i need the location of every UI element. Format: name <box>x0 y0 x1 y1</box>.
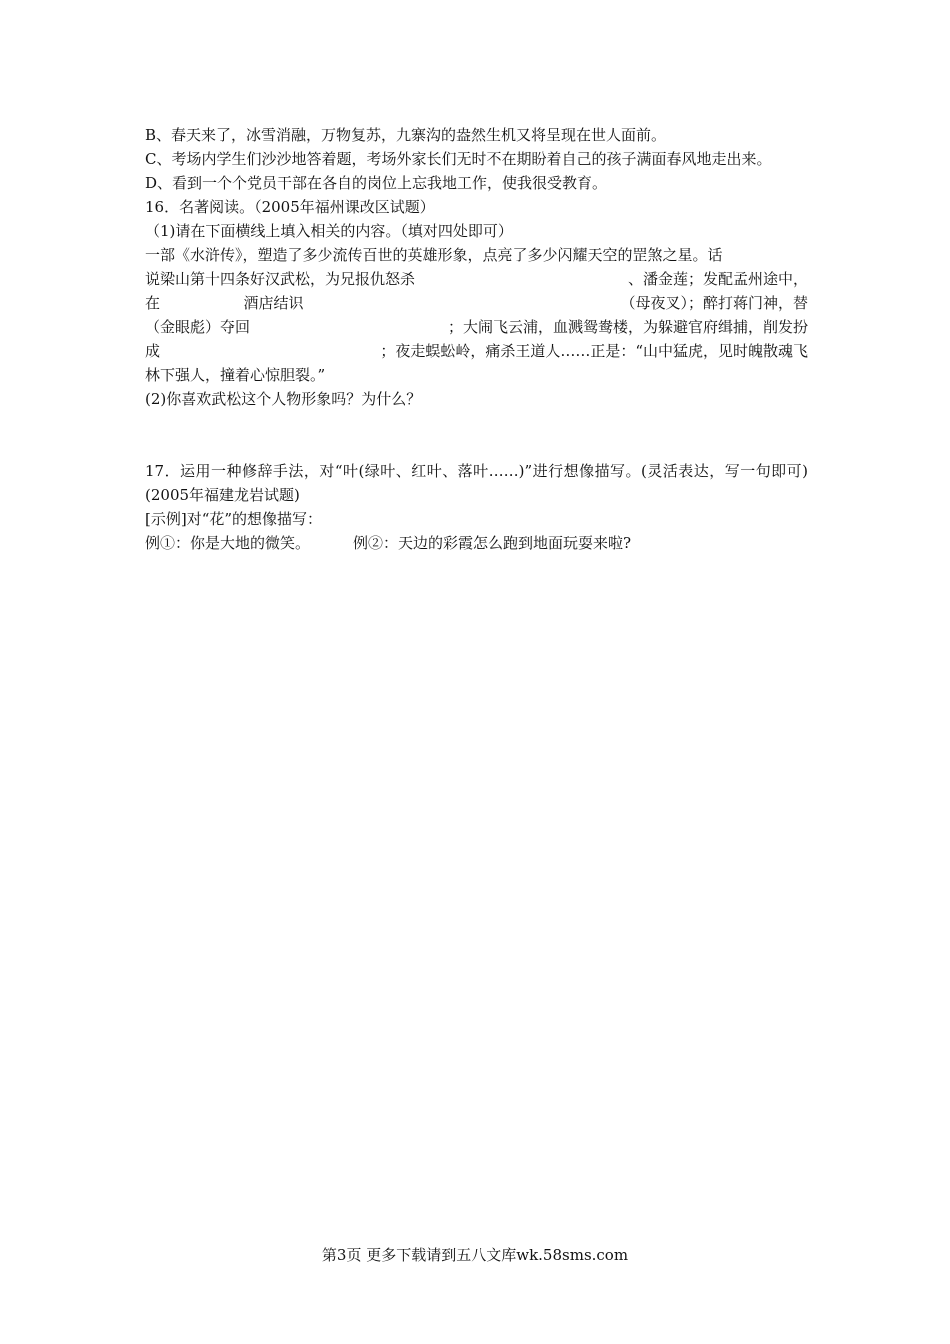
passage-text: ；大闹飞云浦，血溅鸳鸯楼，为躲避官府缉捕，削发扮 <box>447 318 808 336</box>
answer-blank <box>387 291 537 315</box>
document-body <box>145 123 808 555</box>
answer-space <box>145 411 808 459</box>
answer-blank <box>211 339 329 363</box>
question-16-passage <box>145 243 808 387</box>
answer-blank <box>290 315 408 339</box>
passage-text: 成 <box>145 342 161 360</box>
question-16-subquestion-2: (2)你喜欢武松这个人物形象吗？为什么？ <box>145 390 422 408</box>
passage-text: （母夜叉）；醉打蒋门神，替 <box>620 294 808 312</box>
option-d: D、看到一个个党员干部在各自的岗位上忘我地工作，使我很受教育。 <box>145 174 608 192</box>
answer-blank <box>444 267 599 291</box>
example-1: 例①：你是大地的微笑。 <box>145 534 311 552</box>
question-17-examples <box>145 531 808 555</box>
passage-text: 酒店结识 <box>243 294 304 312</box>
passage-line-6: 林下强人，撞着心惊胆裂。” <box>145 366 326 384</box>
passage-text: 在 <box>145 294 161 312</box>
passage-line-2 <box>145 267 808 291</box>
passage-text: 、潘金莲；发配孟州途中， <box>627 270 808 288</box>
example-2: 例②：天边的彩霞怎么跑到地面玩耍来啦? <box>353 534 632 552</box>
option-c: C、考场内学生们沙沙地答着题，考场外家长们无时不在期盼着自己的孩子满面春风地走出来。 <box>145 150 772 168</box>
passage-text: （金眼彪）夺回 <box>145 318 251 336</box>
question-16-title: 16．名著阅读。（2005年福州课改区试题） <box>145 198 435 216</box>
question-17-example-label: [示例]对“花”的想像描写： <box>145 510 323 528</box>
question-17-text: 17．运用一种修辞手法，对“叶(绿叶、红叶、落叶……)”进行想像描写。(灵活表达，写一句即可)(2005年福建龙岩试题) <box>145 462 808 504</box>
option-b: B、春天来了，冰雪消融，万物复苏，九寨沟的盎然生机又将呈现在世人面前。 <box>145 126 667 144</box>
passage-line-3 <box>145 291 808 315</box>
passage-line-5 <box>145 339 808 363</box>
passage-line-4 <box>145 315 808 339</box>
passage-text: 说梁山第十四条好汉武松，为兄报仇怒杀 <box>145 270 416 288</box>
page-footer: 第3页 更多下载请到五八文库wk.58sms.com <box>321 1246 629 1264</box>
question-16-subquestion-1: （1)请在下面横线上填入相关的内容。（填对四处即可） <box>145 222 513 240</box>
passage-text: ；夜走蜈蚣岭，痛杀王道人……正是：“山中猛虎，见时魄散魂飞 <box>380 342 808 360</box>
passage-line-1: 一部《水浒传》，塑造了多少流传百世的英雄形象，点亮了多少闪耀天空的罡煞之星。话 <box>145 246 723 264</box>
